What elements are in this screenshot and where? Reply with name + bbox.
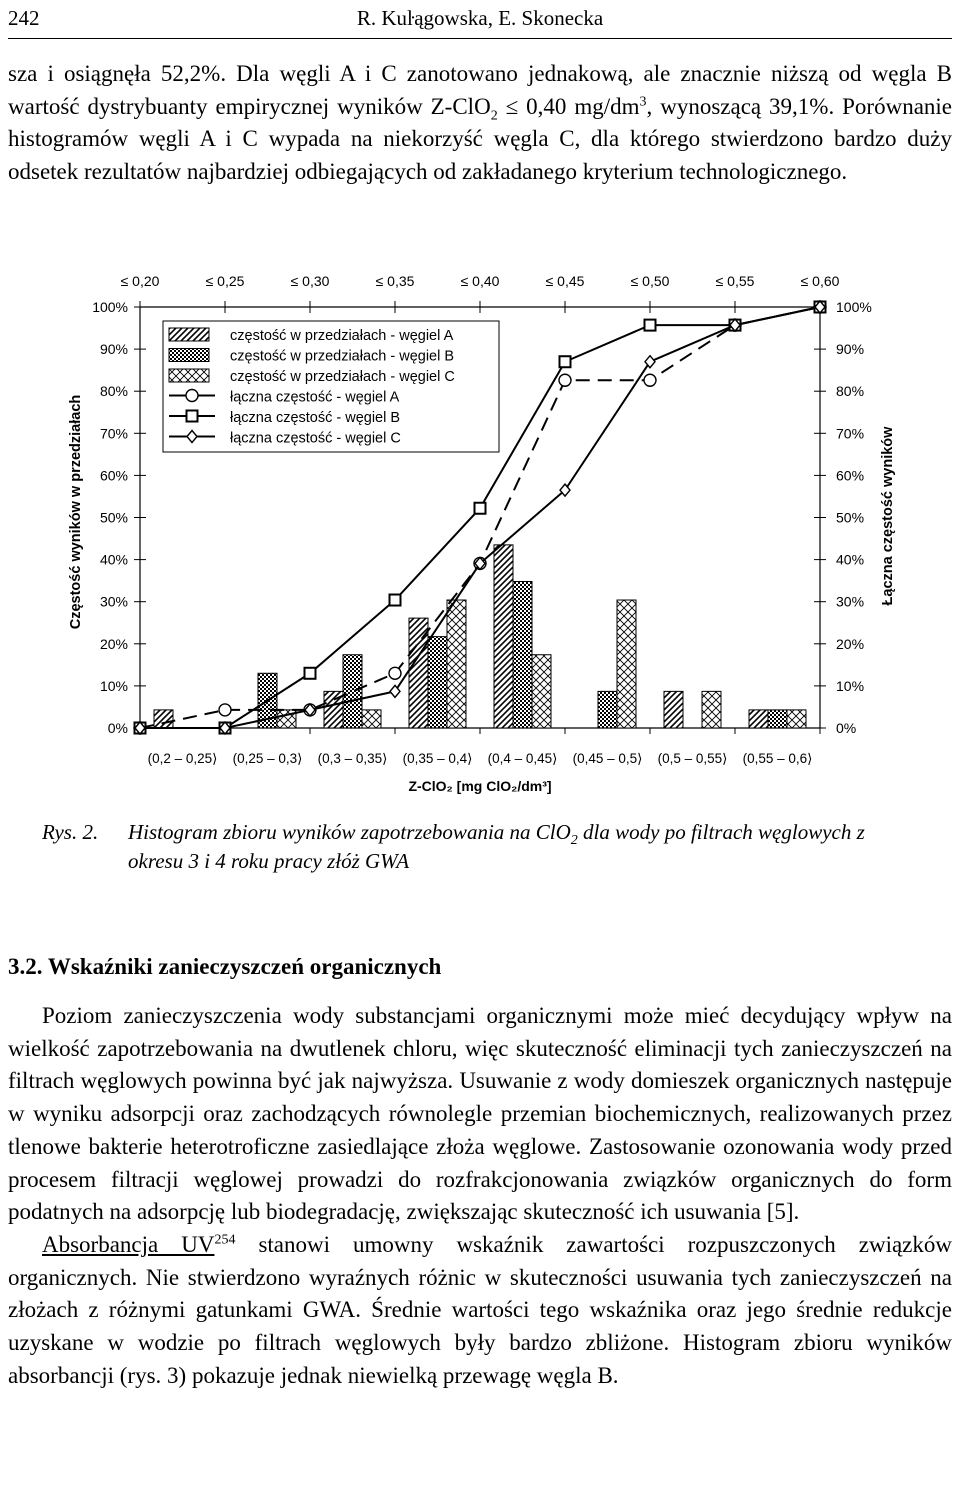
y-tick-label-left: 100% (92, 299, 128, 315)
line-point (645, 320, 656, 331)
legend-marker (186, 390, 198, 402)
y-tick-label-right: 100% (836, 299, 872, 315)
line-point (389, 667, 401, 679)
y-tick-label-right: 70% (836, 425, 865, 442)
y-tick-label-right: 0% (836, 720, 857, 736)
bar (513, 581, 532, 728)
top-tick-label: ≤ 0,30 (290, 273, 330, 289)
y-tick-label-right: 30% (836, 593, 865, 610)
bar (154, 710, 173, 728)
line-point (560, 356, 571, 367)
legend-label: częstość w przedziałach - węgiel C (230, 369, 455, 385)
y-tick-label-left: 0% (107, 720, 128, 736)
y-tick-label-right: 90% (836, 341, 865, 358)
bar (749, 710, 768, 728)
section-body (8, 1000, 952, 1392)
y-tick-label-left: 30% (99, 593, 128, 610)
legend-label: łączna częstość - węgiel C (230, 430, 401, 447)
legend-label: częstość w przedziałach - węgiel A (230, 328, 454, 344)
bar (532, 655, 551, 728)
legend-swatch (169, 369, 209, 382)
bar (428, 637, 447, 728)
y-tick-label-left: 90% (99, 341, 128, 358)
x-category-label: (0,35 – 0,4⟩ (402, 751, 473, 766)
section-paragraph-2: Absorbancja UV$^{254}$ stanowi umowny wskaźnik zawartości rozpuszczonych związków organicznych. Nie stwierdzono wyraźnych różnic w skuteczności usuwania tych zanieczyszczeń na złożach z różnymi gatunkami GWA. Średnie wartości tego wskaźnika oraz jego średnie redukcje uzyskane w wodzie po filtrach węglowych były bardzo zbliżone. Histogram zbioru wyników absorbancji (rys. 3) pokazuje jednak niewielką przewagę węgla B. (8, 1231, 952, 1388)
legend-label: łączna częstość - węgiel A (230, 389, 400, 406)
bar (664, 691, 683, 728)
line-point (390, 595, 401, 606)
line-point (305, 668, 316, 679)
intro-paragraph: sza i osiągnęła 52,2%. Dla węgli A i C zanotowano jednakową, ale znacznie niższą od węgla B wartość dystrybuanty empirycznej wyników Z-ClO$_2$ ≤ 0,40 $mg/dm^3$, wynoszącą 39,1%. Porównanie histogramów węgli A i C wypada na niekorzyść węgla C, dla którego stwierdzono bardzo duży odsetek rezultatów najbardziej odbiegających od zakładanego kryterium technologicznego. (8, 61, 953, 185)
caption-number: Rys. 2. (42, 820, 99, 844)
top-tick-label: ≤ 0,60 (800, 273, 840, 289)
legend-swatch (169, 349, 209, 362)
chart-legend (163, 321, 499, 452)
x-category-label: (0,2 – 0,25⟩ (147, 751, 218, 766)
histogram-chart (0, 262, 960, 812)
y-tick-label-right: 20% (836, 635, 865, 652)
bar (494, 545, 513, 728)
bar (598, 691, 617, 728)
top-tick-label: ≤ 0,55 (715, 273, 755, 289)
y-tick-label-left: 20% (99, 635, 128, 652)
legend-label: łączna częstość - węgiel B (230, 410, 401, 426)
line-point (219, 704, 231, 716)
page-number: 242 (8, 6, 40, 30)
x-category-label: (0,5 – 0,55⟩ (657, 751, 728, 766)
x-category-label: (0,4 – 0,45⟩ (487, 751, 558, 766)
y-tick-label-right: 80% (836, 383, 865, 400)
x-category-label: (0,45 – 0,5⟩ (572, 751, 643, 766)
y-tick-label-left: 60% (99, 467, 128, 484)
y-tick-label-right: 60% (836, 467, 865, 484)
y-tick-label-right: 40% (836, 551, 865, 568)
caption-text: Histogram zbioru wyników zapotrzebowania na ClO$_2$ dla wody po filtrach węglowych z okresu 3 i 4 roku pracy złóż GWA (128, 820, 865, 873)
x-axis-title: Z-ClO₂ [mg ClO₂/dm³] (408, 778, 552, 794)
bars-group (154, 545, 806, 728)
running-authors: R. Kuŀągowska, E. Skonecka (356, 6, 604, 30)
y-tick-label-left: 10% (99, 677, 128, 694)
legend-swatch (169, 328, 209, 341)
line-point (559, 374, 571, 386)
y-axis-title-left: Częstość wyników w przedziałach (68, 394, 84, 630)
y-tick-label-left: 40% (99, 551, 128, 568)
x-category-label: (0,25 – 0,3⟩ (232, 751, 303, 766)
top-tick-label: ≤ 0,45 (545, 273, 585, 289)
bar (617, 600, 636, 728)
x-category-label: (0,3 – 0,35⟩ (317, 751, 388, 766)
section-paragraph-1: Poziom zanieczyszczenia wody substancjami organicznymi może mieć decydujący wpływ na wielkość zapotrzebowania na dwutlenek chloru, więc skuteczność eliminacji tych zanieczyszczeń na filtrach węglowych powinna być jak najwyższa. Usuwanie z wody domieszek organicznych następuje w wyniku adsorpcji oraz zachodzących równolegle przemian biochemicznych, realizowanych przez tlenowe bakterie heterotroficzne zasiedlające złoża węglowe. Zastosowanie ozonowania wody przed procesem filtracji węglowej prowadzi do rozfrakcjonowania związków organicznych do form podatnych na adsorpcję lub biodegradację, zwiększając skuteczność ich usuwania [5]. (8, 1003, 952, 1225)
y-tick-label-right: 50% (836, 509, 865, 526)
bar (768, 710, 787, 728)
legend-marker (187, 411, 198, 422)
bar (702, 691, 721, 728)
bar (362, 710, 381, 728)
top-tick-label: ≤ 0,20 (120, 273, 160, 289)
line-point (475, 503, 486, 514)
legend-label: częstość w przedziałach - węgiel B (230, 348, 455, 365)
top-tick-label: ≤ 0,40 (460, 273, 500, 289)
y-tick-label-left: 70% (99, 425, 128, 442)
y-tick-label-left: 80% (99, 383, 128, 400)
top-tick-label: ≤ 0,25 (205, 273, 245, 289)
top-tick-label: ≤ 0,35 (375, 273, 415, 289)
line-point (644, 374, 656, 386)
y-tick-label-left: 50% (99, 509, 128, 526)
y-axis-title-right: Łączna częstość wyników (880, 426, 896, 606)
top-tick-label: ≤ 0,50 (630, 273, 670, 289)
bar (447, 600, 466, 728)
page-header (8, 0, 952, 39)
bar (787, 710, 806, 728)
x-category-label: (0,55 – 0,6⟩ (742, 751, 813, 766)
bar (343, 655, 362, 728)
y-tick-label-right: 10% (836, 677, 865, 694)
absorbance-term: Absorbancja UV (42, 1231, 215, 1257)
section-heading: 3.2. Wskaźniki zanieczyszczeń organicznych (8, 954, 442, 979)
